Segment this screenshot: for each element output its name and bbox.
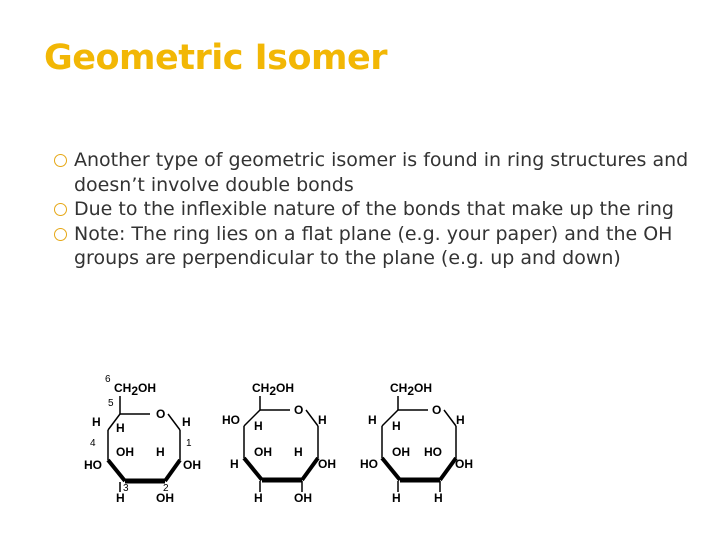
atom-label: OH	[156, 491, 174, 505]
atom-label: H	[92, 415, 101, 429]
bond	[302, 458, 318, 480]
ch2oh-label: CH2OH	[252, 381, 295, 398]
bond	[444, 410, 456, 426]
atom-label: HO	[222, 413, 240, 427]
atom-label: H	[318, 413, 327, 427]
carbon-number-2: 2	[163, 483, 169, 494]
ring-oxygen: O	[156, 407, 166, 421]
atom-label: OH	[294, 491, 312, 505]
ch2oh-label: CH2OH	[390, 381, 433, 398]
atom-label: H	[456, 413, 465, 427]
atom-label: H	[368, 413, 377, 427]
bond	[165, 460, 180, 481]
atom-label: H	[392, 419, 401, 433]
ch2oh-label: CH2OH	[114, 381, 157, 398]
structure-2	[222, 381, 336, 505]
bond	[108, 460, 125, 481]
atom-label: OH	[318, 457, 336, 471]
structure-1	[84, 374, 201, 505]
bond	[168, 414, 180, 430]
atom-label: H	[434, 491, 443, 505]
atom-label: OH	[455, 457, 473, 471]
atom-label: H	[294, 445, 303, 459]
bullet-text: Note: The ring lies on a flat plane (e.g. your paper) and the OH groups are perpendicular to the plane (e.g. up and down)	[74, 222, 673, 269]
bullet-text: Another type of geometric isomer is found in ring structures and doesn’t involve double bonds	[74, 149, 689, 196]
atom-label: OH	[392, 445, 410, 459]
atom-label: H	[230, 457, 239, 471]
atom-label: HO	[360, 457, 378, 471]
ring-oxygen: O	[432, 403, 442, 417]
bond	[440, 458, 456, 480]
bond	[382, 458, 400, 480]
carbon-number-1: 1	[186, 438, 192, 449]
atom-label: H	[116, 491, 125, 505]
carbon-number-3: 3	[123, 483, 129, 494]
ring-oxygen: O	[294, 403, 304, 417]
bullet-text: Due to the inflexible nature of the bonds that make up the ring	[74, 198, 674, 220]
atom-label: HO	[424, 445, 442, 459]
atom-label: H	[156, 445, 165, 459]
structure-3	[360, 381, 473, 505]
atom-label: H	[254, 419, 263, 433]
atom-label: HO	[84, 458, 102, 472]
atom-label: H	[182, 415, 191, 429]
carbon-number-4: 4	[90, 438, 96, 449]
bond	[306, 410, 318, 426]
atom-label: H	[392, 491, 401, 505]
atom-label: OH	[116, 445, 134, 459]
bond	[244, 458, 262, 480]
atom-label: H	[254, 491, 263, 505]
carbon-number-5: 5	[108, 398, 114, 409]
carbon-number-6: 6	[105, 374, 111, 385]
atom-label: H	[116, 421, 125, 435]
atom-label: OH	[183, 458, 201, 472]
atom-label: OH	[254, 445, 272, 459]
slide-title: Geometric Isomer	[44, 38, 388, 78]
